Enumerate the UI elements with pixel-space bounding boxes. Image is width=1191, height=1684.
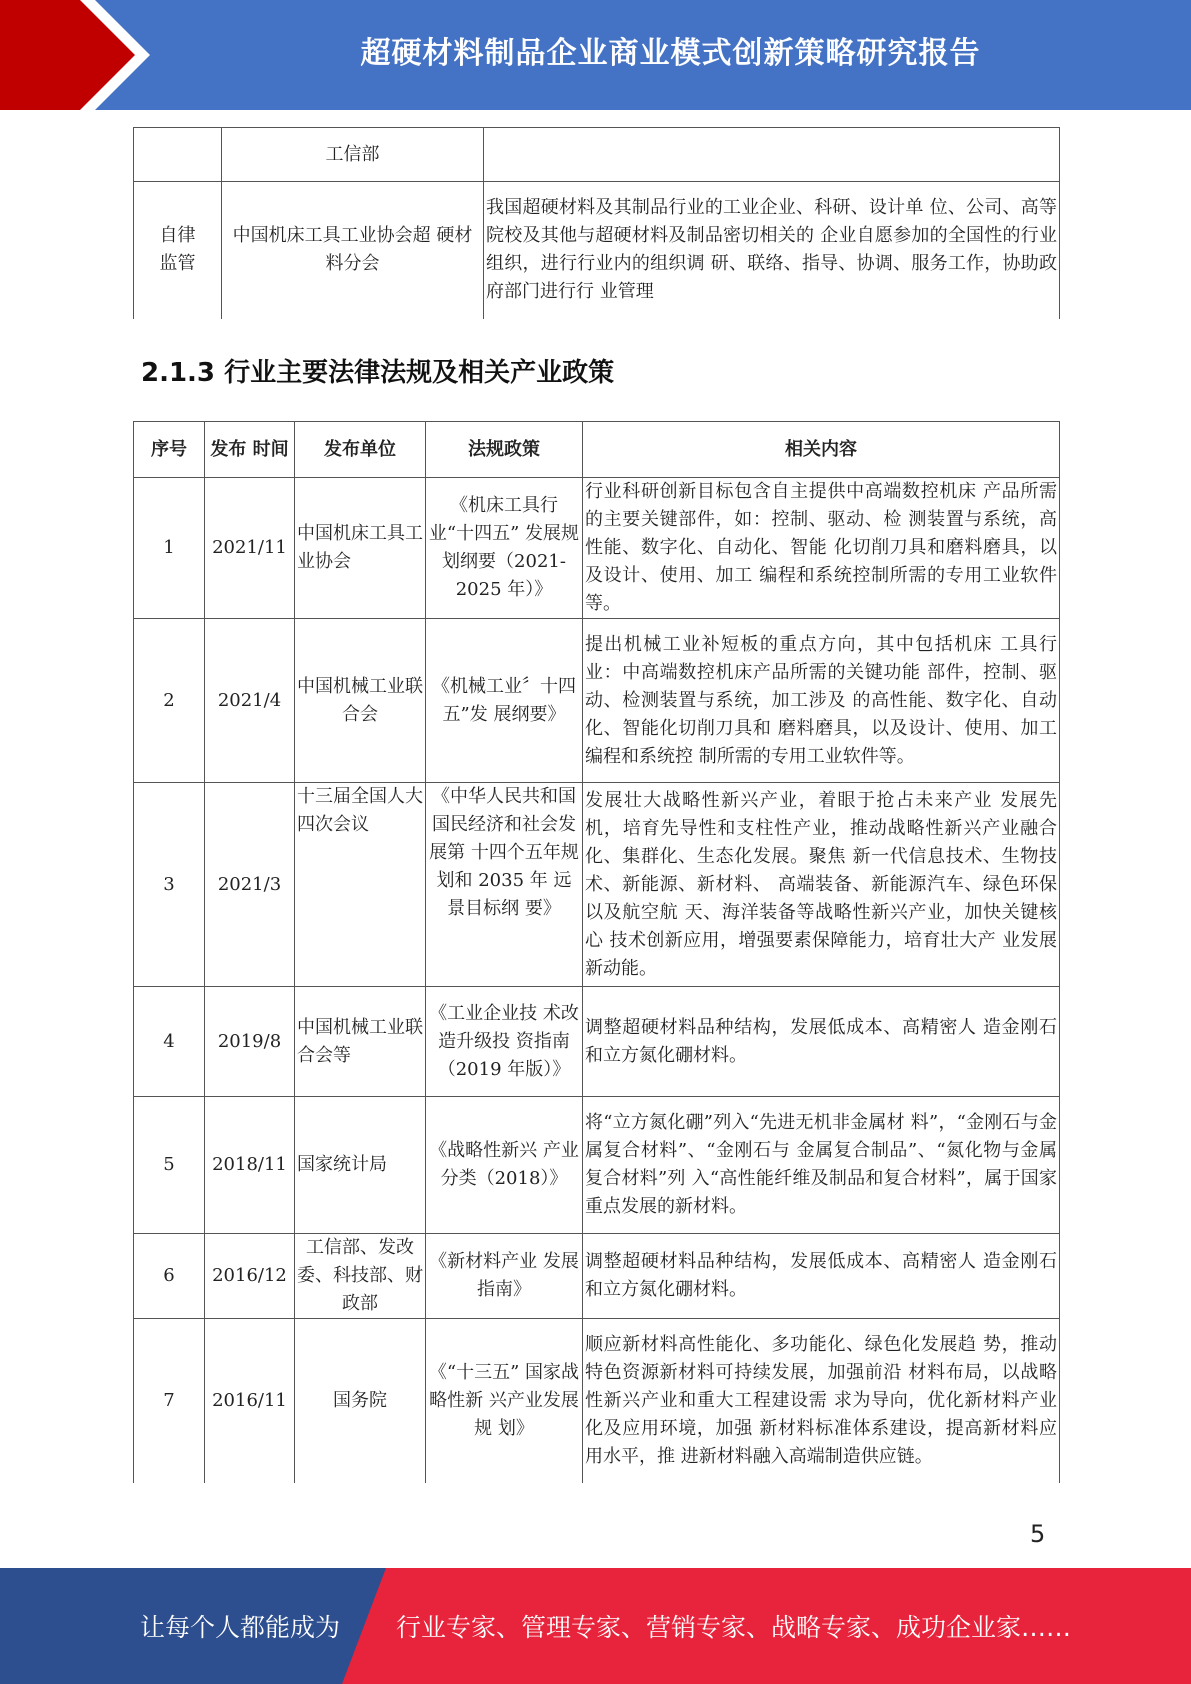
table-cell-category — [134, 128, 222, 182]
table-cell-content: 发展壮大战略性新兴产业，着眼于抢占未来产业 发展先机，培育先导性和支柱性产业，推动战略性新兴产业融合化、集群化、生态化发展。聚焦 新一代信息技术、生物技术、新能源、新材料、 高端装备、新能源汽车、绿色环保以及航空航 天、海洋装备等战略性新兴产业，加快关键核心 技术创新应用，增强要素保障能力，培育壮大产 业发展新动能。 — [583, 783, 1060, 987]
table-cell-policy: 《机械工业〞十四五”发 展纲要》 — [426, 619, 583, 783]
section-heading: 2.1.3 行业主要法律法规及相关产业政策 — [141, 358, 615, 388]
table-cell-policy: 《“十三五” 国家战略性新 兴产业发展规 划》 — [426, 1319, 583, 1483]
table-row — [134, 783, 1060, 987]
table-cell-policy: 《机床工具行 业“十四五” 发展规划纲要（2021-2025 年）》 — [426, 478, 583, 619]
table-cell-content: 顺应新材料高性能化、多功能化、绿色化发展趋 势，推动特色资源新材料可持续发展，加强前沿 材料布局，以战略性新兴产业和重大工程建设需 求为导向，优化新材料产业化及应用环境，加强 新材料标准体系建设，提高新材料应用水平，推 进新材料融入高端制造供应链。 — [583, 1319, 1060, 1483]
page-header — [0, 0, 1191, 110]
table-cell-no: 1 — [134, 478, 205, 619]
table-cell-policy: 《新材料产业 发展指南》 — [426, 1234, 583, 1319]
table-cell-no: 4 — [134, 987, 205, 1097]
table-row — [134, 128, 1060, 182]
footer-slogan-left: 让每个人都能成为 — [140, 1613, 341, 1642]
table-cell-description — [484, 128, 1060, 182]
table-cell-issuer: 十三届全国人大四次会议 — [295, 783, 426, 987]
column-header-no: 序号 — [134, 422, 205, 478]
table-cell-date: 2019/8 — [205, 987, 295, 1097]
table-cell-content: 提出机械工业补短板的重点方向，其中包括机床 工具行业：中高端数控机床产品所需的关键功能 部件，控制、驱动、检测装置与系统，加工涉及 的高性能、数字化、自动化、智能化切削刀具和 磨料磨具，以及设计、使用、加工编程和系统控 制所需的专用工业软件等。 — [583, 619, 1060, 783]
table-cell-date: 2018/11 — [205, 1097, 295, 1234]
table-row — [134, 1319, 1060, 1483]
table-cell-policy: 《战略性新兴 产业分类（2018）》 — [426, 1097, 583, 1234]
table-row — [134, 1097, 1060, 1234]
table-cell-issuer: 中国机械工业联合会等 — [295, 987, 426, 1097]
table-cell-no: 7 — [134, 1319, 205, 1483]
table-cell-description: 我国超硬材料及其制品行业的工业企业、科研、设计单 位、公司、高等院校及其他与超硬材料及制品密切相关的 企业自愿参加的全国性的行业组织，进行行业内的组织调 研、联络、指导、协调、服务工作，协助政府部门进行行 业管理 — [484, 182, 1060, 319]
table-cell-content: 调整超硬材料品种结构，发展低成本、高精密人 造金刚石和立方氮化硼材料。 — [583, 1234, 1060, 1319]
regulator-table — [133, 127, 1060, 319]
table-cell-policy: 《工业企业技 术改造升级投 资指南（2019 年版）》 — [426, 987, 583, 1097]
table-cell-issuer: 国家统计局 — [295, 1097, 426, 1234]
table-cell-no: 2 — [134, 619, 205, 783]
table-cell-content: 将“立方氮化硼”列入“先进无机非金属材 料”，“金刚石与金属复合材料”、“金刚石与 金属复合制品”、“氮化物与金属复合材料”列 入“高性能纤维及制品和复合材料”，属于国家 重点发展的新材料。 — [583, 1097, 1060, 1234]
table-cell-body: 中国机床工具工业协会超 硬材料分会 — [222, 182, 484, 319]
table-cell-issuer: 国务院 — [295, 1319, 426, 1483]
table-cell-issuer: 工信部、发改委、科技部、财政部 — [295, 1234, 426, 1319]
table-cell-date: 2016/11 — [205, 1319, 295, 1483]
table-cell-issuer: 中国机械工业联合会 — [295, 619, 426, 783]
footer-slogan-right: 行业专家、管理专家、营销专家、战略专家、成功企业家…… — [396, 1613, 1072, 1642]
table-cell-date: 2021/11 — [205, 478, 295, 619]
table-row — [134, 619, 1060, 783]
table-row — [134, 182, 1060, 319]
table-cell-no: 5 — [134, 1097, 205, 1234]
table-cell-no: 3 — [134, 783, 205, 987]
column-header-date: 发布 时间 — [205, 422, 295, 478]
page-footer — [0, 1568, 1191, 1684]
table-cell-date: 2016/12 — [205, 1234, 295, 1319]
table-row — [134, 987, 1060, 1097]
table-cell-date: 2021/4 — [205, 619, 295, 783]
table-row — [134, 478, 1060, 619]
table-cell-category: 自律 监管 — [134, 182, 222, 319]
table-row — [134, 1234, 1060, 1319]
table-cell-date: 2021/3 — [205, 783, 295, 987]
table-cell-content: 调整超硬材料品种结构，发展低成本、高精密人 造金刚石和立方氮化硼材料。 — [583, 987, 1060, 1097]
policy-table — [133, 421, 1060, 1483]
table-cell-issuer: 中国机床工具工业协会 — [295, 478, 426, 619]
column-header-content: 相关内容 — [583, 422, 1060, 478]
table-cell-content: 行业科研创新目标包含自主提供中高端数控机床 产品所需的主要关键部件，如：控制、驱动、检 测装置与系统，高性能、数字化、自动化、智能 化切削刀具和磨料磨具，以及设计、使用、加工 编程和系统控制所需的专用工业软件等。 — [583, 478, 1060, 619]
table-header-row — [134, 422, 1060, 478]
report-title: 超硬材料制品企业商业模式创新策略研究报告 — [360, 36, 981, 71]
column-header-issuer: 发布单位 — [295, 422, 426, 478]
table-cell-body: 工信部 — [222, 128, 484, 182]
table-cell-policy: 《中华人民共和国国民经济和社会发展第 十四个五年规 划和 2035 年 远景目标纲 要》 — [426, 783, 583, 987]
column-header-policy: 法规政策 — [426, 422, 583, 478]
page-number: 5 — [1030, 1520, 1046, 1548]
table-cell-no: 6 — [134, 1234, 205, 1319]
